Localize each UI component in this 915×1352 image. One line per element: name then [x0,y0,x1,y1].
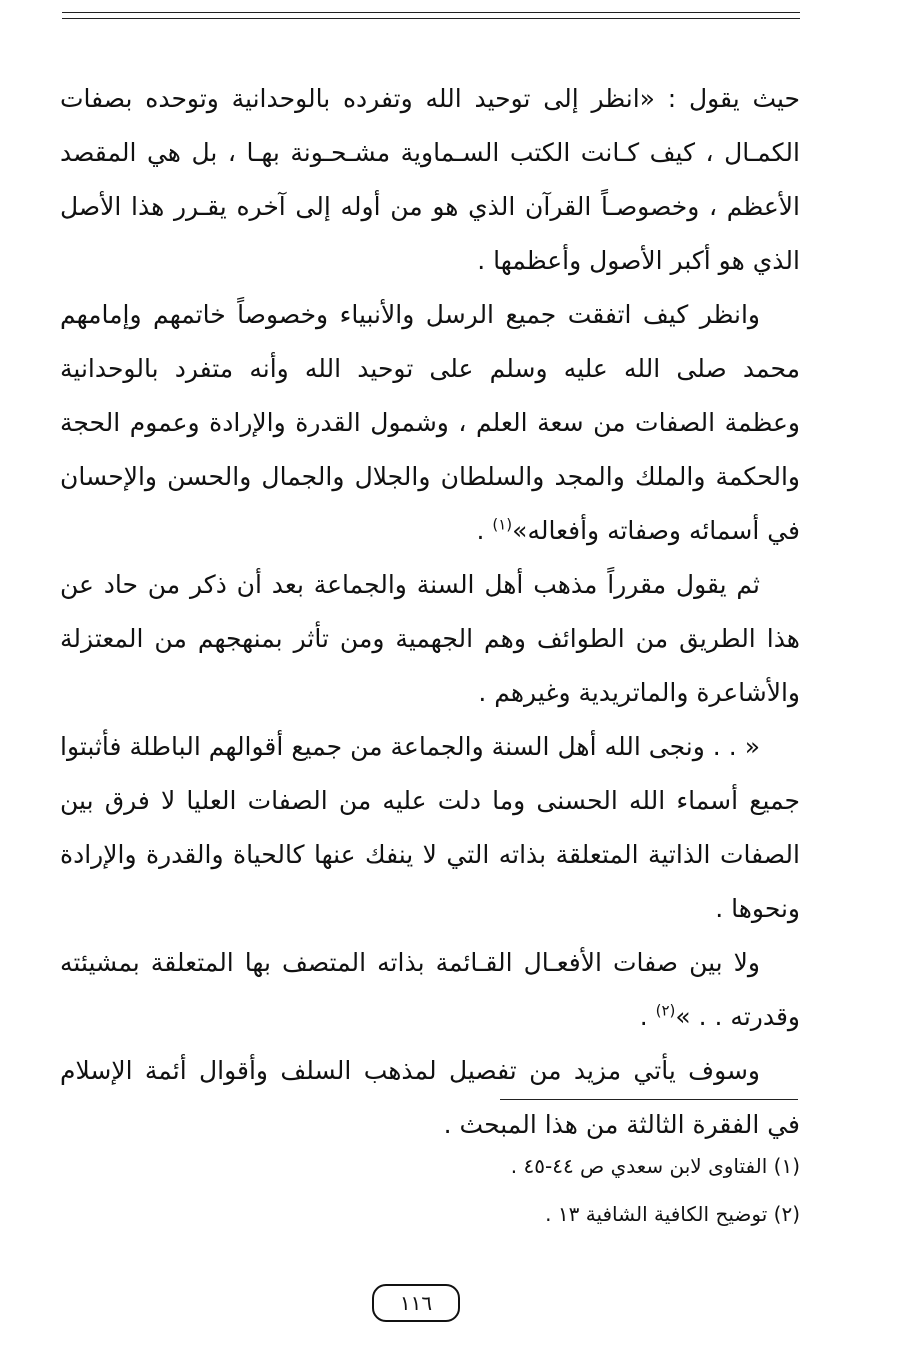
paragraph-2-text: وانظر كيف اتفقت جميع الرسل والأنبياء وخصوصاً خاتمهم وإمامهم محمد صلى الله عليه وسلم على توحيد الله وأنه متفرد بالوحدانية وعظمة الصفات من سعة العلم ، وشمول القدرة والإرادة وعموم الحجة والحكمة والملك والمجد والسلطان والجلال والجمال والحسن والإحسان في أسمائه وصفاته وأفعاله» [60,300,800,545]
paragraph-5-text: ولا بين صفات الأفعـال القـائمة بذاته المتصف بها المتعلقة بمشيئته وقدرته . . » [60,948,800,1031]
paragraph-3 [60,558,800,720]
paragraph-2 [60,288,800,558]
paragraph-6 [60,1044,800,1152]
footnote-ref-2: (٢) [655,1001,676,1020]
main-text [60,72,800,1152]
footnote-ref-1: (١) [492,515,513,534]
paragraph-6-text: وسوف يأتي مزيد من تفصيل لمذهب السلف وأقوال أئمة الإسلام في الفقرة الثالثة من هذا المبحث . [60,1056,800,1139]
footnote-2: (٢) توضيح الكافية الشافية ١٣ . [545,1202,800,1226]
footnote-1: (١) الفتاوى لابن سعدي ص ٤٤-٤٥ . [510,1154,800,1178]
paragraph-1 [60,72,800,288]
page-number: ١١٦ [372,1284,460,1322]
header-rule-bottom [62,18,800,19]
paragraph-4-text: « . . ونجى الله أهل السنة والجماعة من جميع أقوالهم الباطلة فأثبتوا جميع أسماء الله الحسنى وما دلت عليه من الصفات العليا لا فرق بين الصفات الذاتية المتعلقة بذاته التي لا ينفك عنها كالحياة والقدرة والإرادة ونحوها . [60,732,800,923]
paragraph-3-text: ثم يقول مقرراً مذهب أهل السنة والجماعة بعد أن ذكر من حاد عن هذا الطريق من الطوائف وهم الجهمية ومن تأثر بمنهجهم من المعتزلة والأشاعرة والماتريدية وغيرهم . [60,570,800,707]
paragraph-4 [60,720,800,936]
header-rule-top [62,12,800,13]
paragraph-1-text: حيث يقول : «انظر إلى توحيد الله وتفرده بالوحدانية وتوحده بصفات الكمـال ، كيف كـانت الكتب السـماوية مشـحـونة بهـا ، بل هي المقصد الأعظم ، وخصوصـاً القرآن الذي هو من أوله إلى آخره يقـرر هذا الأصل الذي هو أكبر الأصول وأعظمها . [60,84,800,275]
paragraph-2-end: . [476,516,493,545]
footnotes [300,1142,800,1238]
footnote-separator [500,1099,798,1100]
paragraph-5 [60,936,800,1044]
paragraph-5-end: . [639,1002,656,1031]
